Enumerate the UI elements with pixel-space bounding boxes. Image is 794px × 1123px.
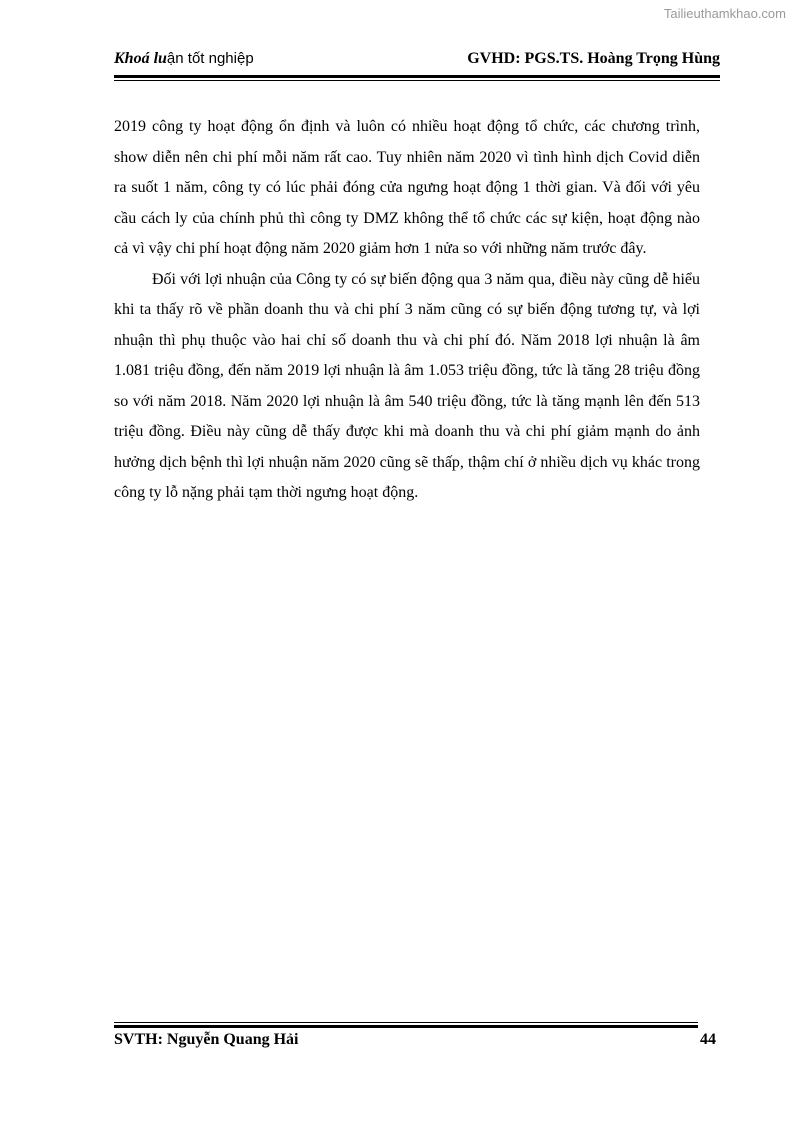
header-thesis-label	[114, 50, 254, 68]
body-paragraph-1: 2019 công ty hoạt động ổn định và luôn có nhiều hoạt động tổ chức, các chương trình, show diễn nên chi phí mỗi năm rất cao. Tuy nhiên năm 2020 vì tình hình dịch Covid diễn ra suốt 1 năm, công ty có lúc phải đóng cửa ngưng hoạt động 1 thời gian. Và đối với yêu cầu cách ly của chính phủ thì công ty DMZ không thể tổ chức các sự kiện, hoạt động nào cả vì vậy chi phí hoạt động năm 2020 giảm hơn 1 nửa so với những năm trước đây.	[114, 118, 700, 257]
watermark-text: Tailieuthamkhao.com	[663, 6, 786, 21]
page-body	[114, 112, 700, 509]
header-rule-thin	[114, 80, 720, 81]
header-rule-thick	[114, 75, 720, 78]
page-header	[114, 50, 720, 72]
footer-rule-thin	[114, 1022, 698, 1023]
page-number: 44	[700, 1031, 716, 1048]
header-thesis-label-rest: ận tốt nghiệp	[166, 50, 254, 67]
footer-author: SVTH: Nguyễn Quang Hải	[114, 1031, 299, 1048]
header-advisor: GVHD: PGS.TS. Hoàng Trọng Hùng	[467, 50, 720, 67]
header-thesis-label-italic: Khoá lu	[114, 50, 167, 67]
body-paragraph-2: Đối với lợi nhuận của Công ty có sự biến động qua 3 năm qua, điều này cũng dễ hiểu khi ta thấy rõ về phần doanh thu và chi phí 3 năm cũng có sự biến động tương tự, và lợi nhuận thì phụ thuộc vào hai chỉ số doanh thu và chi phí đó. Năm 2018 lợi nhuận là âm 1.081 triệu đồng, đến năm 2019 lợi nhuận là âm 1.053 triệu đồng, tức là tăng 28 triệu đồng so với năm 2018. Năm 2020 lợi nhuận là âm 540 triệu đồng, tức là tăng mạnh lên đến 513 triệu đồng. Điều này cũng dễ thấy được khi mà doanh thu và chi phí giảm mạnh do ảnh hưởng dịch bệnh thì lợi nhuận năm 2020 cũng sẽ thấp, thậm chí ở nhiều dịch vụ khác trong công ty lỗ nặng phải tạm thời ngưng hoạt động.	[114, 270, 700, 501]
footer-rule-thick	[114, 1025, 698, 1028]
